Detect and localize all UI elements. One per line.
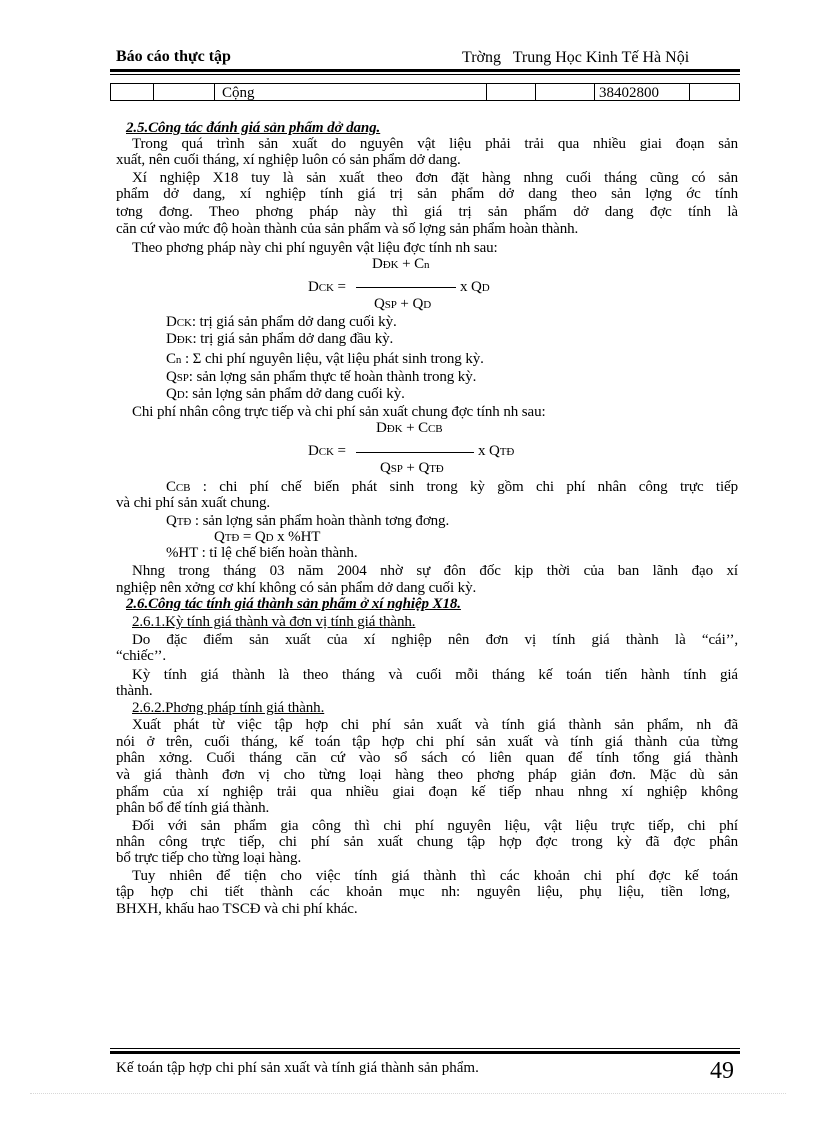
paragraph-line: nghiệp nên xởng cơ khí không có sản phẩm dở dang cuối kỳ.: [116, 580, 477, 596]
header-rule-thin: [110, 74, 740, 75]
page-bottom-dotted-line: [30, 1093, 786, 1094]
paragraph-line: căn cứ vào mức độ hoàn thành của sản phẩm và số lợng sản phẩm hoàn thành.: [116, 221, 579, 237]
paragraph-line: Nhng trong tháng 03 năm 2004 nhờ sự đôn đốc kịp thời của ban lãnh đạo xí: [132, 563, 738, 579]
paragraph-line: phẩm của xí nghiệp trải qua nhiều giai đoạn kế tiếp nhau nhng xí nghiệp không: [116, 784, 738, 800]
paragraph-line: phân bổ để tính giá thành.: [116, 800, 270, 816]
totals-table-row: [110, 83, 740, 101]
paragraph-line: tơng đơng. Theo phơng pháp này thì giá trị sản phẩm dở dang đợc tính là: [116, 204, 738, 220]
paragraph-line: và giá thành đơn vị cho từng loại hàng theo phơng pháp giản đơn. Mặc dù sản: [116, 767, 738, 783]
paragraph-line: Chi phí nhân công trực tiếp và chi phí sản xuất chung đợc tính nh sau:: [132, 404, 546, 420]
paragraph-line: bổ trực tiếp cho từng loại hàng.: [116, 850, 302, 866]
paragraph-line: BHXH, khấu hao TSCĐ và chi phí khác.: [116, 901, 358, 917]
definition-line: CCB : chi phí chế biến phát sinh trong kỳ gồm chi phí nhân công trực tiếp: [166, 479, 738, 495]
section-heading-2-5: 2.5.Công tác đánh giá sản phẩm dở dang.: [126, 120, 381, 136]
document-page: Báo cáo thực tập Trờng Trung Học Kinh Tế Hà Nội Cộng 38402800 2.5.Công tác đánh giá sản phẩm dở dang. Trong quá trình sản xuất do nguyên vật liệu phải trải qua nhiều giai đoạn sản xuất, nên cuối tháng, xí nghiệp luôn có sản phẩm dở dang. Xí nghiệp X18 tuy là sản xuất theo đơn đặt hàng nhng cuối tháng cũng có sản phẩm dở dang, xí nghiệp tính giá trị sản phẩm dở dang theo sản lợng ớc tính tơng đơng. Theo phơng pháp này thì giá trị sản phẩm dở dang đợc tính là căn cứ vào mức độ hoàn thành của sản phẩm và số lợng sản phẩm hoàn thành. Theo phơng pháp này chi phí nguyên vật liệu đợc tính nh sau: DĐK + Cn DCK = x QD QSP + QD DCK: trị giá sản phẩm dở dang cuối kỳ. DĐK: trị giá sản phẩm dở dang đầu kỳ. Cn : Σ chi phí nguyên liệu, vật liệu phát sinh trong kỳ. QSP: sản lợng sản phẩm thực tế hoàn thành trong kỳ. QD: sản lợng sản phẩm dở dang cuối kỳ. Chi phí nhân công trực tiếp và chi phí sản xuất chung đợc tính nh sau: DĐK + CCB DCK = x QTĐ QSP + QTĐ CCB : chi phí chế biến phát sinh trong kỳ gồm chi phí nhân công trực tiếp và chi phí sản xuất chung. QTĐ : sản lợng sản phẩm hoàn thành tơng đơng. QTĐ = QD x %HT %HT : tỉ lệ chế biến hoàn thành. Nhng trong tháng 03 năm 2004 nhờ sự đôn đốc kịp thời của ban lãnh đạo xí nghiệp nên xởng cơ khí không có sản phẩm dở dang cuối kỳ. 2.6.Công tác tính giá thành sản phẩm ở xí nghiệp X18. 2.6.1.Kỳ tính giá thành và đơn vị tính giá thành. Do đặc điểm sản xuất của xí nghiệp nên đơn vị tính giá thành là “cái’’, “chiếc’’. Kỳ tính giá thành là theo tháng và cuối mỗi tháng kế toán tiến hành tính giá thành. 2.6.2.Phơng pháp tính giá thành. Xuất phát từ việc tập hợp chi phí sản xuất và tính giá thành sản phẩm, nh đã nói ở trên, cuối tháng, kế toán tập hợp chi phí sản xuất và tính giá thành của từng phân xởng. Cuối tháng căn cứ vào sổ sách có liên quan để tính tổng giá thành và giá thành đơn vị cho từng loại hàng theo phơng pháp giản đơn. Mặc dù sản phẩm của xí nghiệp trải qua nhiều giai đoạn kế tiếp nhau nhng xí nghiệp không phân bổ để tính giá thành. Đối với sản phẩm gia công thì chi phí nguyên liệu, vật liệu trực tiếp, chi phí nhân công trực tiếp, chi phí sản xuất chung tập hợp đợc trong kỳ đã đợc phân bổ trực tiếp cho từng loại hàng. Tuy nhiên để tiện cho việc tính giá thành thì các khoản chi phí đợc kế toán tập hợp chi tiết thành các khoản mục nh: nguyên liệu, phụ liệu, tiền lơng, BHXH, khấu hao TSCĐ và chi phí khác. Kế toán tập hợp chi phí sản xuất và tính giá thành sản phẩm. 49: [0, 0, 816, 1123]
definition-line: Cn : Σ chi phí nguyên liệu, vật liệu phát sinh trong kỳ.: [166, 351, 484, 367]
definition-line: và chi phí sản xuất chung.: [116, 495, 271, 511]
paragraph-line: Đối với sản phẩm gia công thì chi phí nguyên liệu, vật liệu trực tiếp, chi phí: [132, 818, 738, 834]
table-cell-label: Cộng: [222, 85, 255, 101]
paragraph-line: “chiếc’’.: [116, 648, 167, 664]
page-number: 49: [710, 1058, 734, 1084]
definition-line: DCK: trị giá sản phẩm dở dang cuối kỳ.: [166, 314, 397, 330]
definition-line: QTĐ : sản lợng sản phẩm hoàn thành tơng đơng.: [166, 513, 450, 529]
subsection-heading-2-6-2: 2.6.2.Phơng pháp tính giá thành.: [132, 700, 325, 716]
section-heading-2-6: 2.6.Công tác tính giá thành sản phẩm ở xí nghiệp X18.: [126, 596, 461, 612]
paragraph-line: nói ở trên, cuối tháng, kế toán tập hợp chi phí sản xuất và tính giá thành của từng: [116, 734, 738, 750]
paragraph-line: tập hợp chi tiết thành các khoản mục nh: nguyên liệu, phụ liệu, tiền lơng,: [116, 884, 730, 900]
paragraph-line: thành.: [116, 683, 153, 699]
paragraph-line: Kỳ tính giá thành là theo tháng và cuối mỗi tháng kế toán tiến hành tính giá: [132, 667, 738, 683]
paragraph-line: phân xởng. Cuối tháng căn cứ vào sổ sách có liên quan để tính tổng giá thành: [116, 750, 738, 766]
paragraph-line: Trong quá trình sản xuất do nguyên vật liệu phải trải qua nhiều giai đoạn sản: [132, 136, 738, 152]
header-rule: [110, 69, 740, 72]
subsection-heading-2-6-1: 2.6.1.Kỳ tính giá thành và đơn vị tính giá thành.: [132, 614, 416, 630]
paragraph-line: Xuất phát từ việc tập hợp chi phí sản xuất và tính giá thành sản phẩm, nh đã: [132, 717, 738, 733]
definition-line: QTĐ = QD x %HT: [214, 529, 321, 545]
paragraph-line: Tuy nhiên để tiện cho việc tính giá thành thì các khoản chi phí đợc kế toán: [132, 868, 738, 884]
definition-line: QD: sản lợng sản phẩm dở dang cuối kỳ.: [166, 386, 405, 402]
paragraph-line: xuất, nên cuối tháng, xí nghiệp luôn có sản phẩm dở dang.: [116, 152, 461, 168]
footer-text: Kế toán tập hợp chi phí sản xuất và tính giá thành sản phẩm.: [116, 1060, 479, 1076]
paragraph-line: Xí nghiệp X18 tuy là sản xuất theo đơn đặt hàng nhng cuối tháng cũng có sản: [132, 170, 738, 186]
paragraph-line: Do đặc điểm sản xuất của xí nghiệp nên đơn vị tính giá thành là “cái’’,: [132, 632, 738, 648]
paragraph-line: phẩm dở dang, xí nghiệp tính giá trị sản phẩm dở dang theo sản lợng ớc tính: [116, 186, 738, 202]
paragraph-line: Theo phơng pháp này chi phí nguyên vật liệu đợc tính nh sau:: [132, 240, 498, 256]
table-cell-total: 38402800: [599, 85, 659, 101]
footer-rule: [110, 1051, 740, 1054]
definition-line: QSP: sản lợng sản phẩm thực tế hoàn thành trong kỳ.: [166, 369, 477, 385]
paragraph-line: nhân công trực tiếp, chi phí sản xuất chung tập hợp đợc trong kỳ đã đợc phân: [116, 834, 738, 850]
footer-rule-thin: [110, 1048, 740, 1049]
header-school-name: Trờng Trung Học Kinh Tế Hà Nội: [462, 49, 690, 66]
header-report-title: Báo cáo thực tập: [116, 48, 231, 65]
definition-line: %HT : tỉ lệ chế biến hoàn thành.: [166, 545, 358, 561]
definition-line: DĐK: trị giá sản phẩm dở dang đầu kỳ.: [166, 331, 394, 347]
